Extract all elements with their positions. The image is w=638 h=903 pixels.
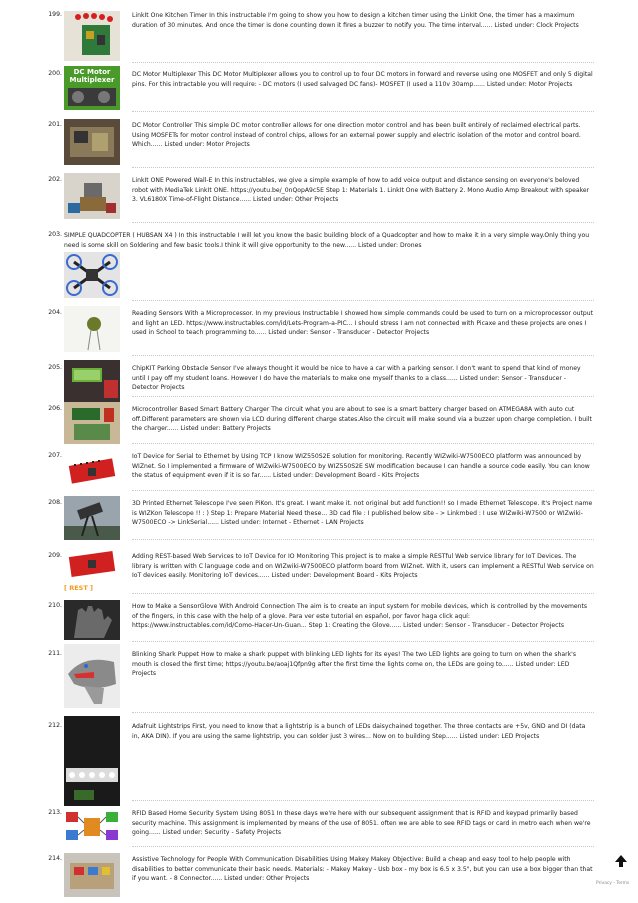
item-number: 208.: [48, 499, 62, 506]
item-description[interactable]: DC Motor Multiplexer This DC Motor Multiplexer allows you to control up to four DC motors in forward and reverse using one MOSFET and only 5 digital pins. For this intractable you will require: - DC motors (I used salvaged DC fans)- MOSFET (I used a 110v 30amp...... Listed under: Motor Projects: [132, 71, 593, 88]
item-number: 210.: [48, 602, 62, 609]
divider: [132, 712, 594, 713]
item-number: 206.: [48, 405, 62, 412]
item-thumbnail[interactable]: [64, 808, 120, 846]
item-description[interactable]: IoT Device for Serial to Ethernet by Using TCP I know WIZ550S2E solution for monitoring. Recently WIZwiki-W7500ECO platform was announced by WIZnet. So I implemented a firmware of WIZwiki-W7500ECO by WIZ550S2E SW modification because I can handle a source code easily. You can know the status of equipment even if it is so far...... Listed under: Development Board - Kits Projects: [132, 453, 590, 480]
item-thumbnail[interactable]: [64, 402, 120, 444]
item-number: 199.: [48, 11, 62, 18]
item-description[interactable]: Blinking Shark Puppet How to make a shark puppet with blinking LED lights for its eyes! The two LED lights are going to turn on when the shark's mouth is closed the first time; https://youtu.be/aoaj1Qfpn9g after the first time the lights come on, the LEDs are going to...... Listed under: LED Projects: [132, 651, 577, 678]
back-to-top-arrow-icon[interactable]: [614, 853, 628, 867]
item-description[interactable]: ChipKIT Parking Obstacle Sensor I've always thought it would be nice to have a car with a parking sensor. I don't want to spend that kind of money until I pay off my student loans. However I do have the materials to make one myself thanks to a class...... Listed under: Sensor - Transducer - Detector Projects: [132, 365, 581, 392]
item-description[interactable]: How to Make a SensorGlove With Android Connection The aim is to create an input system for mobile devices, which is controlled by the movements of the fingers, in this case with the help of a glove. Para ver este tutorial en español, por favor haga click aquí: https://www.instructables.com/id/Como-Hacer-Un-Guan... Step 1: Creating the Glove...... Listed under: Sensor - Transducer - Detector Projects: [132, 603, 588, 630]
divider: [132, 490, 594, 491]
item-description[interactable]: Adding REST-based Web Services to IoT Device for IO Monitoring This project is to make a simple RESTful Web service library for IoT Devices. The library is written with C language code and on WIZwiki-W7500ECO platform board from WIZnet. With it, users can implement a RESTful Web service on IoT devices easily. Monitoring IoT devices...... Listed under: Development Board - Kits Projects: [132, 553, 594, 580]
item-number: 201.: [48, 121, 62, 128]
item-thumbnail[interactable]: [64, 448, 120, 492]
divider: [132, 593, 594, 594]
divider: [132, 300, 594, 301]
divider: [132, 396, 594, 397]
item-thumbnail[interactable]: [64, 716, 120, 806]
item-thumbnail[interactable]: [64, 119, 120, 165]
divider: [132, 355, 594, 356]
item-description[interactable]: 3D Printed Ethernet Telescope I've seen PiKon. It's great. I want make it. not original but add function!! so I made Ethernet Telescope. It's Project name is WIZKon Telescope !! : ) Step 1: Prepare Material Need these... 3D cad file : I published below site - > Linkmbed : I use WIZwiki-W7500 or WIZwiki-W7500ECO -> LinkSerial...... Listed under: Internet - Ethernet - LAN Projects: [132, 500, 593, 527]
item-description[interactable]: RFID Based Home Security System Using 8051 In these days we're here with our subsequent assignment that is RFID and keypad primarily based security machine. This assignment is implemented by means of the use of 8051. often we are able to see RFID tags or card in metro each when we're going...... Listed under: Security - Safety Projects: [132, 810, 591, 837]
item-thumbnail[interactable]: [64, 600, 120, 640]
item-number: 204.: [48, 309, 62, 316]
item-thumbnail[interactable]: [64, 853, 120, 897]
item-description[interactable]: Reading Sensors With a Microprocessor. In my previous Instructable I showed how simple commands could be used to turn on a microprocessor output and light an LED. https://www.instructables.com/id/Lets-Program-a-PIC... I should stress I am not connected with Picaxe and these projects are ones I used in School to teach programming to...... Listed under: Sensor - Transducer - Detector Projects: [132, 310, 594, 337]
item-number: 203.: [48, 231, 62, 238]
divider: [132, 222, 594, 223]
divider: [132, 641, 594, 642]
item-description[interactable]: Assistive Technology for People With Communication Disabilities Using Makey Makey Objective: Build a cheap and easy tool to help people with disabilities to better communicate their basic needs. Materials: - Makey Makey - Usb box - my box is 6.5 x 3.5", but you can use a box bigger than that if you want. - 8 Connector...... Listed under: Other Projects: [132, 856, 593, 883]
item-number: 209.: [48, 552, 62, 559]
divider: [132, 539, 594, 540]
item-thumbnail[interactable]: [64, 644, 120, 708]
item-description[interactable]: LinkIt One Kitchen Timer In this instructable I'm going to show you how to design a kitchen timer using the LinkIt One, the timer has a maximum duration of 30 minutes. And once the timer is done counting down it fires a buzzer to notify you. The time interval...... Listed under: Clock Projects: [132, 12, 579, 29]
privacy-terms-link[interactable]: Privacy - Terms: [596, 881, 630, 886]
item-description[interactable]: SIMPLE QUADCOPTER ( HUBSAN X4 ) In this instructable I will let you know the basic building block of a Quadcopter and how to make it in a very simple way.Only thing you need is some skill on Soldering and few basic tools.I think it will give opportunity to the new...... Listed under: Drones: [64, 232, 590, 249]
item-thumbnail[interactable]: [64, 173, 120, 219]
item-thumbnail[interactable]: [64, 360, 120, 402]
item-number: 212.: [48, 722, 62, 729]
item-number: 213.: [48, 809, 62, 816]
thumbnail-caption: DC Motor Multiplexer: [69, 68, 115, 84]
divider: [132, 846, 594, 847]
thumbnail-caption: [ REST ]: [64, 584, 94, 592]
item-number: 214.: [48, 855, 62, 862]
divider: [132, 167, 594, 168]
item-number: 200.: [48, 70, 62, 77]
item-number: 211.: [48, 650, 62, 657]
item-description[interactable]: Adafruit Lightstrips First, you need to know that a lightstrip is a bunch of LEDs daisychained together. The three contacts are +5v, GND and DI (data in, AKA DIN). If you are using the same lightstrip, you can solder just 3 wires... Now on to building Step...... Listed under: LED Projects: [132, 723, 586, 740]
item-thumbnail[interactable]: [64, 306, 120, 352]
item-thumbnail[interactable]: [64, 11, 120, 61]
item-thumbnail[interactable]: [64, 496, 120, 540]
item-number: 205.: [48, 364, 62, 371]
divider: [132, 800, 594, 801]
item-number: 207.: [48, 452, 62, 459]
divider: [132, 111, 594, 112]
item-description[interactable]: Microcontroller Based Smart Battery Charger The circuit what you are about to see is a smart battery charger based on ATMEGA8A with auto cut off.Different parameters are shown via LCD during different charge states.Also the circuit will make sound via a buzzer upon charge completion. I built the charger...... Listed under: Battery Projects: [132, 406, 592, 433]
divider: [132, 62, 594, 63]
item-number: 202.: [48, 176, 62, 183]
item-thumbnail[interactable]: [64, 252, 120, 298]
divider: [132, 443, 594, 444]
item-description[interactable]: LinkIt ONE Powered Wall-E In this instructables, we give a simple example of how to add voice output and distance sensing on everyone's beloved robot with MediaTek LinkIt ONE. https://youtu.be/_0nQopA9c5E Step 1: Materials 1. LinkIt One with Battery 2. Mono Audio Amp Breakout with speaker 3. VL6180X Time-of-Flight Distance...... Listed under: Other Projects: [132, 177, 590, 204]
item-description[interactable]: DC Motor Controller This simple DC motor controller allows for one direction motor control and has been built entirely of reclaimed electrical parts. Using MOSFETs for motor control instead of control chips, allows for an external power supply and electric isolation of the motor and control board. Which...... Listed under: Motor Projects: [132, 122, 581, 149]
